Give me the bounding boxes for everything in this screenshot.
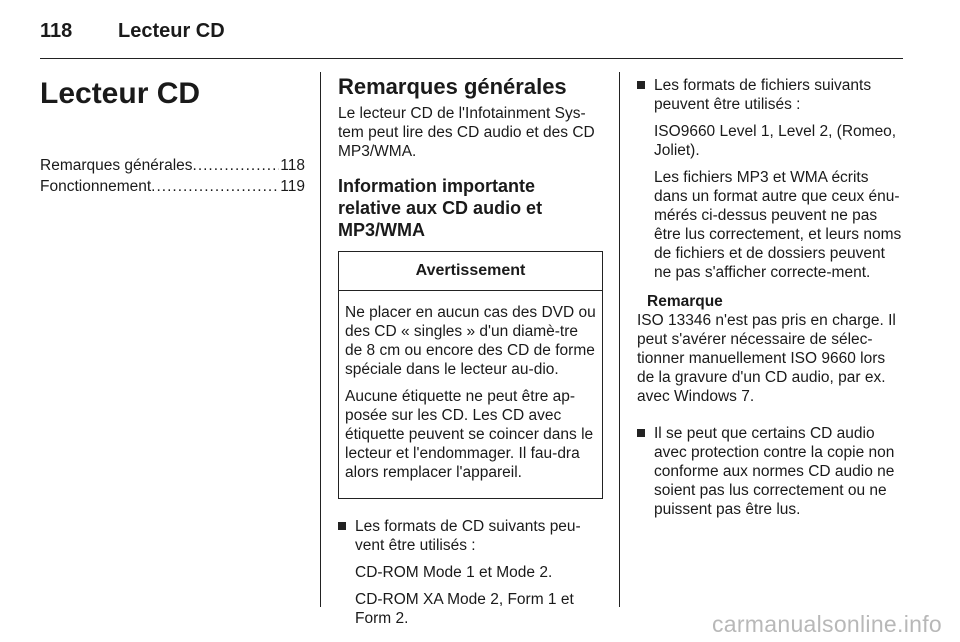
page-header [40, 20, 225, 43]
toc-page: 119 [280, 178, 305, 195]
bullet-square-icon [338, 522, 346, 530]
toc-leader [151, 177, 279, 196]
section-heading: Remarques générales [338, 74, 567, 99]
bullet-square-icon [637, 81, 645, 89]
bullet-square-icon [637, 429, 645, 437]
column-divider-2 [619, 72, 620, 607]
header-rule [40, 58, 903, 59]
bullet-line: CD-ROM XA Mode 2, Form 1 et Form 2. [355, 591, 574, 627]
warning-box [338, 251, 603, 499]
warning-paragraph: Aucune étiquette ne peut être ap-posée sur les CD. Les CD avec étiquette peuvent se coincer dans le lecteur et l'endommager. Il fau-dra alors remplacer l'appareil. [345, 388, 594, 481]
list-item [637, 424, 905, 519]
warning-paragraph: Ne placer en aucun cas des DVD ou des CD « singles » d'un diamè-tre de 8 cm ou encore des CD de forme spéciale dans le lecteur au-dio. [345, 304, 596, 378]
section-name: Lecteur CD [118, 20, 225, 42]
bullet-text: Il se peut que certains CD audio avec protection contre la copie non conforme aux normes CD audio ne soient pas lus correctement ou ne puissent pas être lus. [654, 425, 895, 518]
warning-title: Avertissement [339, 252, 602, 291]
toc-label: Fonctionnement [40, 178, 152, 195]
toc-entry-remarques[interactable] [40, 156, 305, 175]
list-item [338, 517, 603, 628]
bullet-line: ISO9660 Level 1, Level 2, (Romeo, Joliet). [654, 123, 897, 159]
main-column [338, 72, 603, 636]
toc-label: Remarques générales [40, 157, 193, 174]
bullet-text: Les formats de CD suivants peu-vent être utilisés : [355, 518, 581, 554]
bullet-text: Les formats de fichiers suivants peuvent être utilisés : [654, 77, 872, 113]
watermark: carmanualsonline.info [711, 611, 942, 637]
note-text: ISO 13346 n'est pas pris en charge. Il peut s'avérer nécessaire de sélec-tionner manuellement ISO 9660 lors de la gravure d'un CD audio, par ex. avec Windows 7. [637, 312, 896, 405]
note-block [637, 292, 905, 406]
toc-page: 118 [280, 157, 305, 174]
note-title: Remarque [647, 293, 723, 310]
toc-column [40, 72, 305, 198]
subheading: Information importante relative aux CD audio et MP3/WMA [338, 176, 543, 240]
chapter-title: Lecteur CD [40, 77, 201, 110]
bullet-line: CD-ROM Mode 1 et Mode 2. [355, 564, 553, 581]
right-column [637, 72, 905, 527]
list-item [637, 76, 905, 282]
toc-entry-fonctionnement[interactable] [40, 177, 305, 196]
column-divider-1 [320, 72, 321, 607]
page-number: 118 [40, 20, 73, 42]
bullet-line: Les fichiers MP3 et WMA écrits dans un format autre que ceux énu-mérés ci-dessus peuvent ne pas être lus correctement, et leurs noms de fichiers et de dossiers peuvent ne pas s'afficher correcte-ment. [654, 169, 902, 281]
toc-leader [193, 156, 280, 175]
intro-paragraph: Le lecteur CD de l'Infotainment Sys-tem peut lire des CD audio et des CD MP3/WMA. [338, 105, 595, 160]
